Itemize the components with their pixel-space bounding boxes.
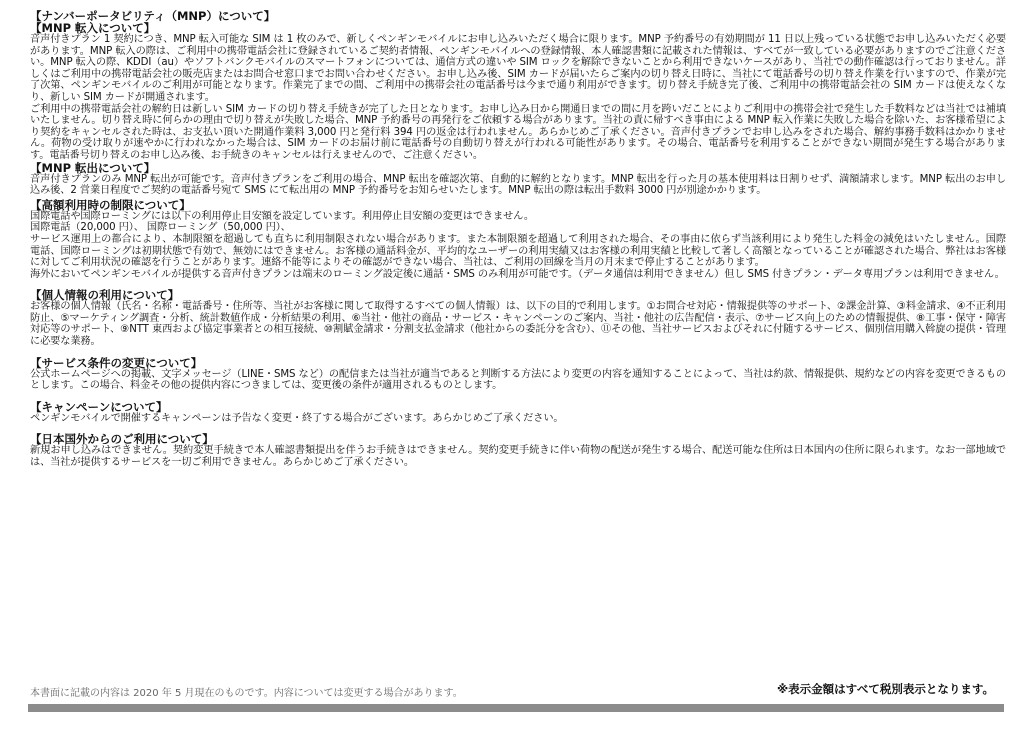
mnp-section-title: 【ナンバーポータビリティ（MNP）について】	[30, 9, 276, 23]
limit-body-4: 海外においてペンギンモバイルが提供する音声付きプランは端末のローミング設定後に通話・SMS のみ利用が可能です。（データ通信は利用できません）但し SMS 付きプラン・データ専用プランは利用できません。	[30, 268, 1005, 280]
privacy-section-title: 【個人情報の利用について】	[30, 288, 180, 303]
limit-body-1: 国際電話や国際ローミングには以下の利用停止目安額を設定しています。利用停止目安額の変更はできません。	[30, 210, 534, 222]
overseas-body: 新規お申し込みはできません。契約変更手続きで本人確認書類提出を伴うお手続きはできません。契約変更手続きに伴い荷物の配送が発生する場合、配送可能な住所は日本国内の住所に限られます。なお一部地域では、当社が提供するサービスを一切ご利用できません。あらかじめご了承ください。	[30, 445, 1006, 469]
footer-tax-note: ※表示金額はすべて税別表示となります。	[776, 682, 994, 696]
overseas-section-title: 【日本国外からのご利用について】	[30, 432, 214, 447]
limit-section-title: 【高額利用時の制限について】	[30, 197, 191, 212]
mnp-in-body-2: ご利用中の携帯電話会社の解約日は新しい SIM カードの切り替え手続きが完了した日となります。お申し込み日から開通日までの間に月を跨いだことによりご利用中の携帯会社で発生した手数料などは当社では補填いたしません。切り替え時に何らかの理由で切り替えが失敗した場合、MNP 予約番号の再発行をご依頼する場合があります。当社の責に帰すべき事由による MNP 転入作業に失敗した場合を除いた、お客様希望により契約をキャンセルされた時は、お支払い頂いた開通作業料 3,000 円と発行料 394 円の返金は行われません。あらかじめご了承ください。音声付きプランでお申し込みをされた場合、解約事務手数料はかかりません。荷物の受け取りが速やかに行われなかった場合は、SIM カードのお届け前に電話番号の自動切り替えが行われる可能性があります。その場合、電話番号を利用することができない期間が発生する場合があります。電話番号切り替えのお申し込み後、お手続きのキャンセルは行えませんので、ご注意ください。	[30, 103, 1006, 161]
privacy-body: お客様の個人情報（氏名・名称・電話番号・住所等、当社がお客様に関して取得するすべての個人情報）は、以下の目的で利用します。①お問合せ対応・情報提供等のサポート、②課金計算、③料金請求、④不正利用防止、⑤マーケティング調査・分析、統計数値作成・分析結果の利用、⑥当社・他社の商品・サービス・キャンペーンのご案内、当社・他社の広告配信・表示、⑦サービス向上のための情報提供、⑧工事・保守・障害対応等のサポート、⑨NTT 東西および協定事業者との相互接続、⑩割賦金請求・分割支払金請求（他社からの委託分を含む）、⑪その他、当社サービスおよびそれに付随するサービス、個別信用購入斡旋の提供・管理に必要な業務。	[30, 301, 1006, 348]
limit-body-2: 国際電話（20,000 円）、 国際ローミング（50,000 円）、	[30, 222, 291, 234]
campaign-body: ペンギンモバイルで開催するキャンペーンは予告なく変更・終了する場合がございます。あらかじめご了承ください。	[30, 412, 564, 424]
change-body: 公式ホームページへの掲載、文字メッセージ（LINE・SMS など）の配信または当社が適当であると判断する方法により変更の内容を通知することによって、当社は約款、情報提供、規約などの内容を変更できるものとします。この場合、料金その他の提供内容につきましては、変更後の条件が適用されるものとします。	[30, 368, 1006, 392]
limit-body-3: サービス運用上の都合により、本制限額を超過しても直ちに利用制限されない場合があります。また本制限額を超過して利用された場合、その事由に依らず当該利用により発生した料金の減免はいたしません。国際電話、国際ローミングは初期状態で有効で、無効にはできません。お客様の通話料金が、平均的なユーザーの利用実績又はお客様の利用実績と比較して著しく高額となっていることが確認された場合、弊社はお客様に対してご利用状況の確認を行うことがあります。連絡不能等によりその確認ができない場合、当社は、ご利用の回線を当月の月末まで停止することがあります。	[30, 233, 1006, 269]
mnp-in-body: 音声付きプラン 1 契約につき、MNP 転入可能な SIM は 1 枚のみで、新しくペンギンモバイルにお申し込みいただく場合に限ります。MNP 予約番号の有効期間が 11 日以上残っている状態でお申し込みいただく必要があります。MNP 転入の際は、ご利用中の携帯電話会社に登録されているご契約者情報、ペンギンモバイルへの登録情報、本人確認書類に記載された情報は、すべてが一致している必要がありますのでご注意ください。MNP 転入の際、KDDI（au）やソフトバンクモバイルのスマートフォンについては、通信方式の違いや SIM ロックを解除できないことから利用できないケースがあり、当社での動作確認は行っておりません。詳しくはご利用中の携帯電話会社の販売店またはお問合せ窓口までお問い合わせください。お申し込み後、SIM カードが届いたらご案内の切り替え日時に、当社にて電話番号の切り替え作業を行いますので、作業が完了次第、ペンギンモバイルのご利用が可能となります。作業完了までの間、ご利用中の携帯会社の電話番号は今まで通り利用ができます。切り替え手続き完了後、ご利用中の携帯電話会社の SIM カードは使えなくなり、新しい SIM カードが開通されます。	[30, 34, 1006, 103]
footer-date-note: 本書面に記載の内容は 2020 年 5 月現在のものです。内容については変更する場合があります。	[30, 688, 463, 699]
mnp-out-body: 音声付きプランのみ MNP 転出が可能です。音声付きプランをご利用の場合、MNP 転出を確認次第、自動的に解約となります。MNP 転出を行った月の基本使用料は日割りせず、満額請求します。MNP 転出のお申し込み後、2 営業日程度でご契約の電話番号宛て SMS にて転出用の MNP 予約番号をお知らせいたします。MNP 転出の際は転出手数料 3000 円が別途かかります。	[30, 173, 1006, 197]
mnp-in-title: 【MNP 転入について】	[30, 21, 156, 35]
change-section-title: 【サービス条件の変更について】	[30, 355, 203, 370]
terms-document	[30, 10, 1006, 469]
bottom-divider-bar	[28, 704, 1004, 712]
campaign-section-title: 【キャンペーンについて】	[30, 399, 168, 414]
mnp-out-title: 【MNP 転出について】	[30, 160, 156, 175]
